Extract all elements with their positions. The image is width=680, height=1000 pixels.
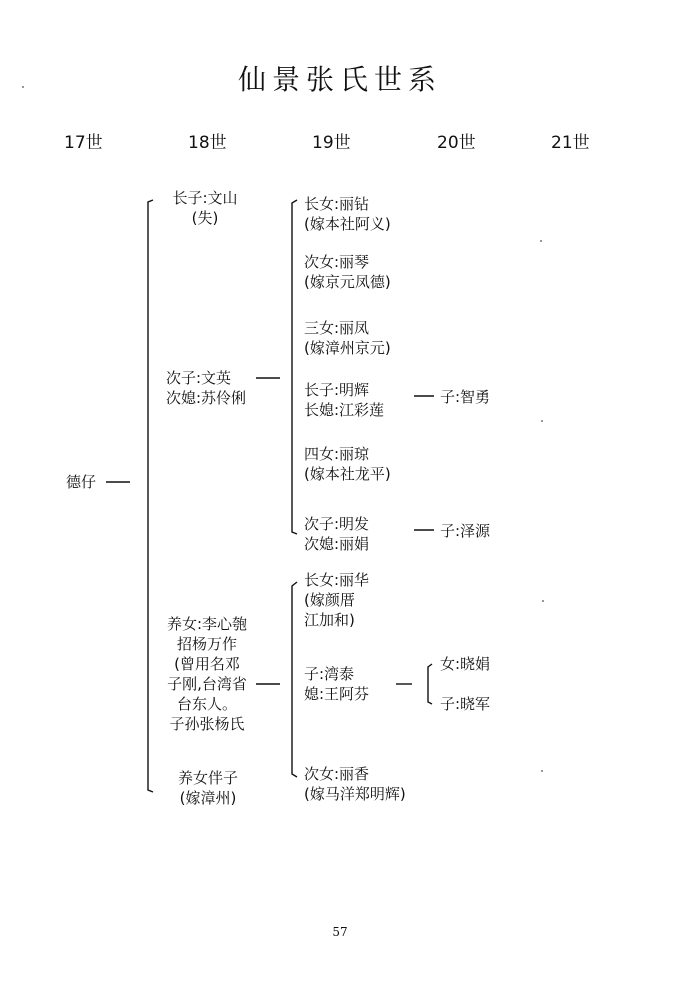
page-title: 仙景张氏世系 (237, 63, 442, 96)
node-line: 长子:明辉 (304, 381, 370, 399)
generation-21-label: 21世 (551, 133, 590, 153)
wenying-children-bracket (292, 200, 297, 534)
root-ancestor: 德仔 (66, 473, 97, 491)
gen19-second-son (304, 514, 369, 554)
scan-speck (542, 600, 544, 602)
scan-speck (22, 86, 24, 88)
node-line: 三女:丽凤 (304, 319, 370, 337)
gen18-eldest-son (160, 188, 250, 228)
node-line: 次子:明发 (304, 515, 370, 533)
node-line: 长女:丽华 (304, 571, 370, 589)
gen18-second-son (166, 368, 246, 408)
node-line: (嫁本社龙平) (304, 465, 391, 483)
gen19-adopted-eldest-daughter (304, 570, 369, 630)
gen18-adopted-daughter (152, 614, 262, 734)
gen20-xiaojun: 子:晓军 (440, 695, 491, 713)
node-line: 招杨万作 (176, 635, 237, 653)
gen19-adopted-second-daughter (304, 764, 406, 804)
node-line: (失) (191, 209, 219, 227)
node-line: 长媳:江彩莲 (304, 401, 385, 419)
node-line: 次女:丽琴 (304, 253, 370, 271)
node-line: 次子:文英 (166, 369, 232, 387)
node-line: 台东人。 (176, 695, 237, 713)
node-line: 四女:丽琼 (304, 445, 370, 463)
scan-speck (541, 420, 543, 422)
scan-speck (541, 770, 543, 772)
node-line: (嫁马洋郑明辉) (304, 785, 406, 803)
generation-18-label: 18世 (188, 133, 227, 153)
node-line: 次媳:苏伶俐 (166, 389, 247, 407)
node-line: (曾用名邓 (174, 655, 240, 673)
gen19-fourth-daughter (304, 444, 391, 484)
scan-speck (540, 240, 542, 242)
generation-19-label: 19世 (312, 133, 351, 153)
gen19-adopted-son (304, 664, 369, 704)
node-line: (嫁漳州京元) (304, 339, 391, 357)
node-line: 江加和) (304, 611, 355, 629)
gen19-eldest-daughter (304, 194, 391, 234)
node-line: 子孙张杨氏 (169, 715, 245, 733)
node-line: (嫁京元凤德) (304, 273, 391, 291)
wantai-children-bracket (428, 664, 432, 704)
gen19-second-daughter (304, 252, 391, 292)
node-line: (嫁漳州) (179, 789, 237, 807)
node-line: 长女:丽钻 (304, 195, 370, 213)
gen19-eldest-son (304, 380, 384, 420)
page-number: 57 (332, 925, 348, 939)
generation-17-label: 17世 (64, 133, 103, 153)
node-line: 媳:王阿芬 (304, 685, 370, 703)
node-line: 养女:李心匏 (166, 615, 248, 633)
gen20-xiaojuan: 女:晓娟 (440, 655, 491, 673)
gen20-zeyuan: 子:泽源 (440, 522, 491, 540)
node-line: (嫁本社阿义) (304, 215, 391, 233)
node-line: 子刚,台湾省 (167, 675, 247, 693)
gen20-zhiyong: 子:智勇 (440, 388, 491, 406)
node-line: 子:湾泰 (304, 665, 355, 683)
node-line: 养女伴子 (177, 769, 238, 787)
node-line: (嫁颜厝 (304, 591, 355, 609)
gen19-third-daughter (304, 318, 391, 358)
node-line: 次女:丽香 (304, 765, 370, 783)
gen18-adopted-companion (158, 768, 258, 808)
generation-20-label: 20世 (437, 133, 476, 153)
adopted-children-bracket (292, 582, 297, 777)
node-line: 长子:文山 (172, 189, 238, 207)
node-line: 次媳:丽娟 (304, 535, 370, 553)
